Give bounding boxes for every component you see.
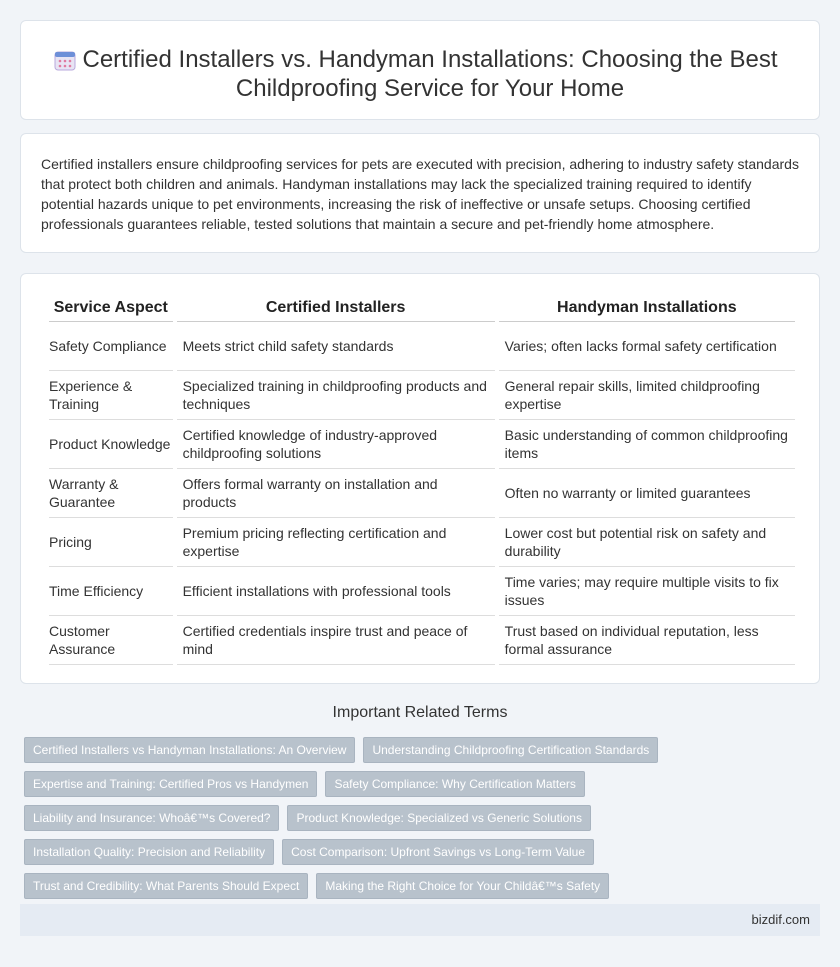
table-cell: Certified credentials inspire trust and peace of mind [177,616,495,665]
table-cell: Safety Compliance [49,322,173,371]
table-cell: Experience & Training [49,371,173,420]
table-cell: Time Efficiency [49,567,173,616]
table-row [49,469,795,518]
table-row [49,420,795,469]
table-cell: General repair skills, limited childproofing expertise [499,371,795,420]
intro-text: Certified installers ensure childproofing services for pets are executed with precision, adhering to industry safety standards that protect both children and animals. Handyman installations may lack the specialized training required to identify potential hazards unique to pet environments, increasing the risk of ineffective or unsafe setups. Choosing certified professionals guarantees reliable, tested solutions that maintain a secure and pet-friendly home atmosphere. [41,156,799,232]
table-cell: Customer Assurance [49,616,173,665]
table-cell: Certified knowledge of industry-approved childproofing solutions [177,420,495,469]
footer [20,904,820,936]
related-term-tag[interactable]: Understanding Childproofing Certification Standards [363,737,658,763]
table-cell: Lower cost but potential risk on safety and durability [499,518,795,567]
table-row [49,567,795,616]
column-header: Service Aspect [49,295,173,322]
related-terms-list [24,737,814,899]
table-cell: Varies; often lacks formal safety certification [499,322,795,371]
related-term-tag[interactable]: Expertise and Training: Certified Pros vs Handymen [24,771,317,797]
table-cell: Specialized training in childproofing products and techniques [177,371,495,420]
table-row [49,322,795,371]
title-card [20,20,820,120]
table-cell: Premium pricing reflecting certification and expertise [177,518,495,567]
table-row [49,371,795,420]
column-header: Certified Installers [177,295,495,322]
related-terms-title: Important Related Terms [332,704,508,721]
table-cell: Warranty & Guarantee [49,469,173,518]
comparison-table [45,295,799,665]
table-cell: Often no warranty or limited guarantees [499,469,795,518]
related-term-tag[interactable]: Certified Installers vs Handyman Installations: An Overview [24,737,355,763]
column-header: Handyman Installations [499,295,795,322]
table-row [49,518,795,567]
table-cell: Pricing [49,518,173,567]
table-cell: Trust based on individual reputation, less formal assurance [499,616,795,665]
related-term-tag[interactable]: Trust and Credibility: What Parents Should Expect [24,873,308,899]
related-term-tag[interactable]: Liability and Insurance: Whoâ€™s Covered? [24,805,279,831]
related-term-tag[interactable]: Making the Right Choice for Your Childâ€™s Safety [316,873,609,899]
table-cell: Time varies; may require multiple visits to fix issues [499,567,795,616]
comparison-table-card [20,273,820,684]
table-cell: Product Knowledge [49,420,173,469]
intro-card [20,133,820,253]
table-cell: Efficient installations with professional tools [177,567,495,616]
related-term-tag[interactable]: Installation Quality: Precision and Reliability [24,839,274,865]
table-row [49,616,795,665]
table-header-row [49,295,795,322]
related-term-tag[interactable]: Safety Compliance: Why Certification Matters [325,771,584,797]
table-cell: Basic understanding of common childproofing items [499,420,795,469]
page-title: Certified Installers vs. Handyman Installations: Choosing the Best Childproofing Service for Your Home [82,46,778,102]
table-cell: Meets strict child safety standards [177,322,495,371]
table-cell: Offers formal warranty on installation and products [177,469,495,518]
related-term-tag[interactable]: Cost Comparison: Upfront Savings vs Long-Term Value [282,839,594,865]
footer-brand: bizdif.com [751,912,810,927]
related-term-tag[interactable]: Product Knowledge: Specialized vs Generic Solutions [287,805,591,831]
